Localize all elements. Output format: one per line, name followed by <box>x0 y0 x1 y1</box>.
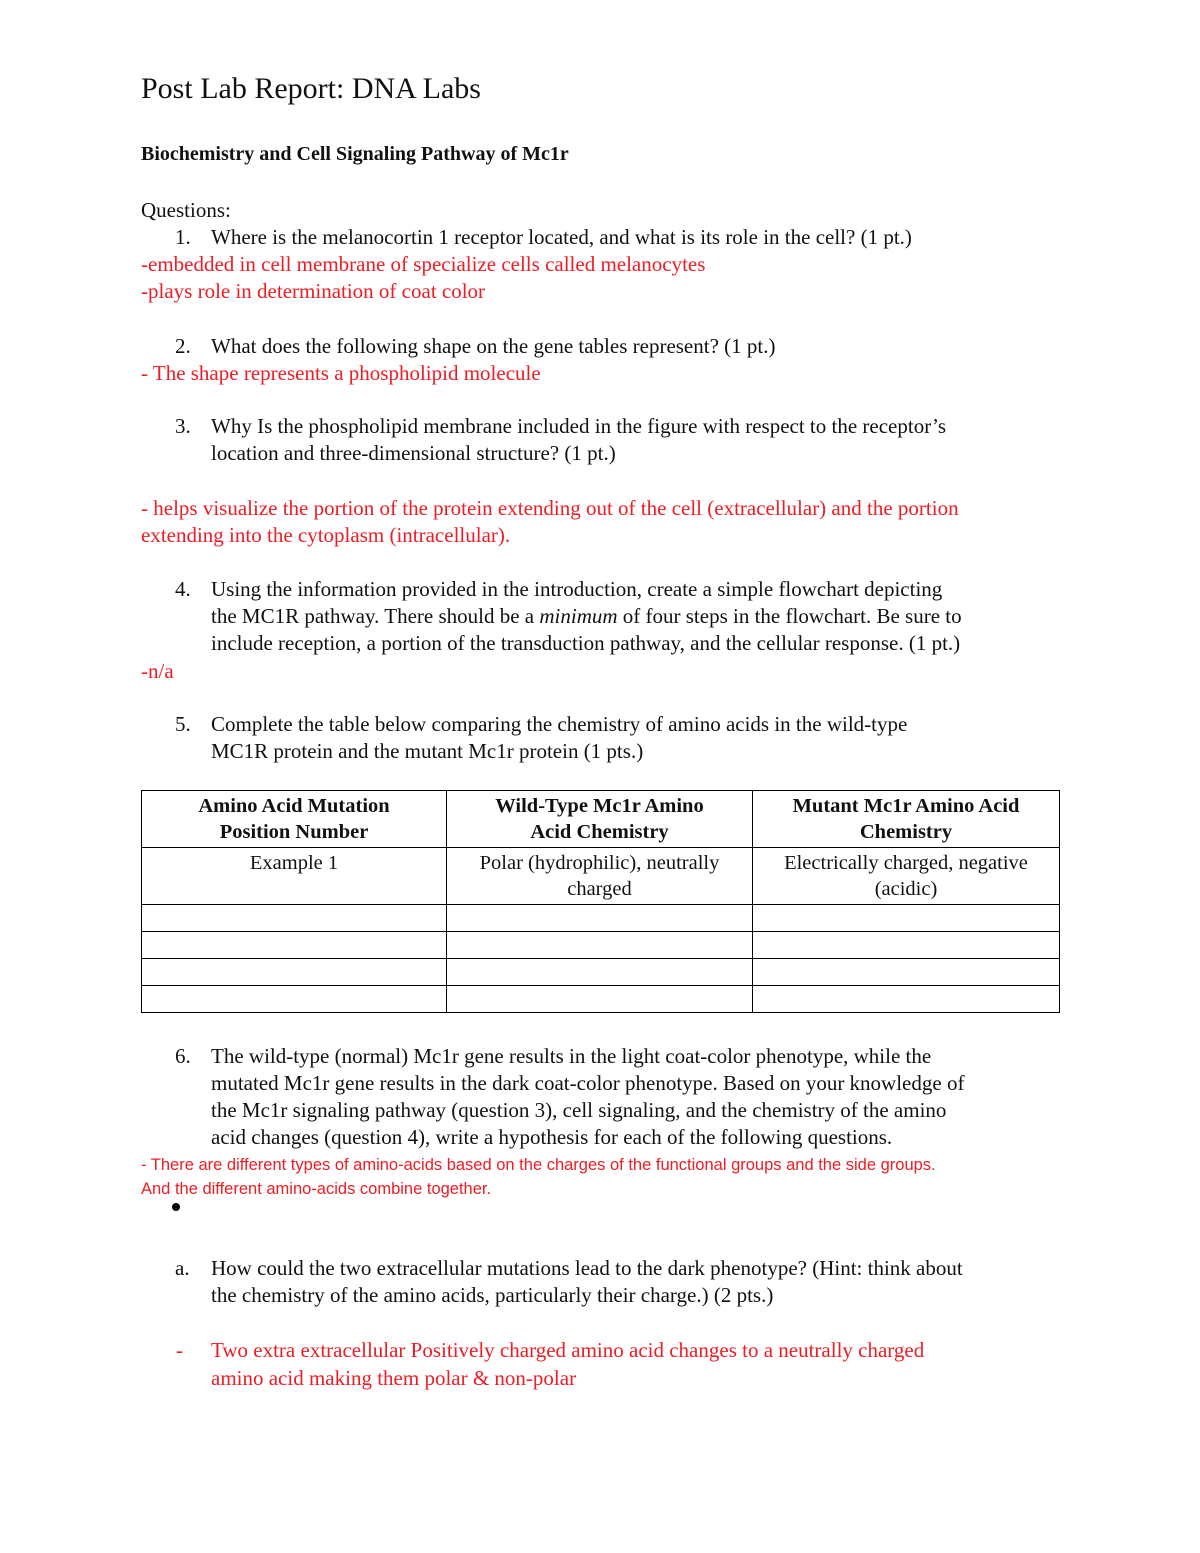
q4-answer: -n/a <box>141 659 174 683</box>
table-cell-empty[interactable] <box>142 905 447 932</box>
q6a-answer-line-2: amino acid making them polar & non-polar <box>211 1366 577 1390</box>
q2-answer: - The shape represents a phospholipid molecule <box>141 361 541 385</box>
table-cell-empty[interactable] <box>447 905 753 932</box>
q6a-text-line-1: How could the two extracellular mutations lead to the dark phenotype? (Hint: think about <box>211 1256 963 1280</box>
q5-number: 5. <box>175 712 191 736</box>
q4-text-line-2 <box>211 603 962 630</box>
q3-text-line-1: Why Is the phospholipid membrane included in the figure with respect to the receptor’s <box>211 414 946 438</box>
q6-text-line-4: acid changes (question 4), write a hypothesis for each of the following questions. <box>211 1125 893 1149</box>
page-title: Post Lab Report: DNA Labs <box>141 72 481 105</box>
table-header-row <box>142 791 1060 848</box>
table-cell-empty[interactable] <box>142 986 447 1013</box>
table-row <box>142 905 1060 932</box>
header-position-number: Amino Acid Mutation Position Number <box>142 791 447 848</box>
q5-text-line-1: Complete the table below comparing the chemistry of amino acids in the wild-type <box>211 712 908 736</box>
table-row <box>142 959 1060 986</box>
q3-answer-line-2: extending into the cytoplasm (intracellular). <box>141 523 511 547</box>
table-row <box>142 986 1060 1013</box>
table-cell-empty[interactable] <box>142 932 447 959</box>
q5-text-line-2: MC1R protein and the mutant Mc1r protein (1 pts.) <box>211 739 644 763</box>
header-mutant-chemistry: Mutant Mc1r Amino Acid Chemistry <box>753 791 1060 848</box>
table-cell-empty[interactable] <box>753 986 1060 1013</box>
q4-minimum-emphasis: minimum <box>539 604 618 628</box>
table-cell-empty[interactable] <box>142 959 447 986</box>
q1-text: Where is the melanocortin 1 receptor located, and what is its role in the cell? (1 pt.) <box>211 225 912 249</box>
q6a-label: a. <box>175 1256 190 1280</box>
cell-example-wild-type: Polar (hydrophilic), neutrally charged <box>447 848 753 905</box>
q1-number: 1. <box>175 225 191 249</box>
q4-number: 4. <box>175 577 191 601</box>
q4-line-2-end: of four steps in the flowchart. Be sure to <box>617 604 962 628</box>
q6a-answer-dash: - <box>176 1338 183 1362</box>
q4-text-line-3: include reception, a portion of the transduction pathway, and the cellular response. (1 pt.) <box>211 631 961 655</box>
q4-text-line-1: Using the information provided in the introduction, create a simple flowchart depicting <box>211 577 943 601</box>
q1-answer-1: -embedded in cell membrane of specialize cells called melanocytes <box>141 252 706 276</box>
table-cell-empty[interactable] <box>753 959 1060 986</box>
q6-text-line-3: the Mc1r signaling pathway (question 3), cell signaling, and the chemistry of the amino <box>211 1098 947 1122</box>
q2-number: 2. <box>175 334 191 358</box>
q6-answer-line-2: And the different amino-acids combine together. <box>141 1180 492 1198</box>
table-cell-empty[interactable] <box>447 932 753 959</box>
q6-text-line-1: The wild-type (normal) Mc1r gene results in the light coat-color phenotype, while the <box>211 1044 932 1068</box>
empty-bullet-point <box>172 1203 180 1211</box>
cell-example-mutant: Electrically charged, negative (acidic) <box>753 848 1060 905</box>
table-row-example <box>142 848 1060 905</box>
q6a-answer-line-1: Two extra extracellular Positively charged amino acid changes to a neutrally charged <box>211 1338 925 1362</box>
table-cell-empty[interactable] <box>447 986 753 1013</box>
questions-label: Questions: <box>141 198 231 222</box>
q3-answer-line-1: - helps visualize the portion of the protein extending out of the cell (extracellular) and the portion <box>141 496 959 520</box>
q6-answer-line-1: - There are different types of amino-acids based on the charges of the functional groups and the side groups. <box>141 1156 936 1174</box>
q3-number: 3. <box>175 414 191 438</box>
q3-text-line-2: location and three-dimensional structure? (1 pt.) <box>211 441 616 465</box>
q4-line-2-start: the MC1R pathway. There should be a <box>211 604 540 628</box>
q2-text: What does the following shape on the gene tables represent? (1 pt.) <box>211 334 776 358</box>
q1-answer-2: -plays role in determination of coat color <box>141 279 486 303</box>
table-row <box>142 932 1060 959</box>
table-cell-empty[interactable] <box>447 959 753 986</box>
q6a-text-line-2: the chemistry of the amino acids, particularly their charge.) (2 pts.) <box>211 1283 774 1307</box>
q6-number: 6. <box>175 1044 191 1068</box>
header-wild-type-chemistry: Wild-Type Mc1r Amino Acid Chemistry <box>447 791 753 848</box>
cell-example-label: Example 1 <box>142 848 447 905</box>
table-cell-empty[interactable] <box>753 905 1060 932</box>
table-cell-empty[interactable] <box>753 932 1060 959</box>
q6-text-line-2: mutated Mc1r gene results in the dark coat-color phenotype. Based on your knowledge of <box>211 1071 965 1095</box>
section-subtitle: Biochemistry and Cell Signaling Pathway of Mc1r <box>141 143 569 165</box>
amino-acid-table <box>141 790 1060 1013</box>
